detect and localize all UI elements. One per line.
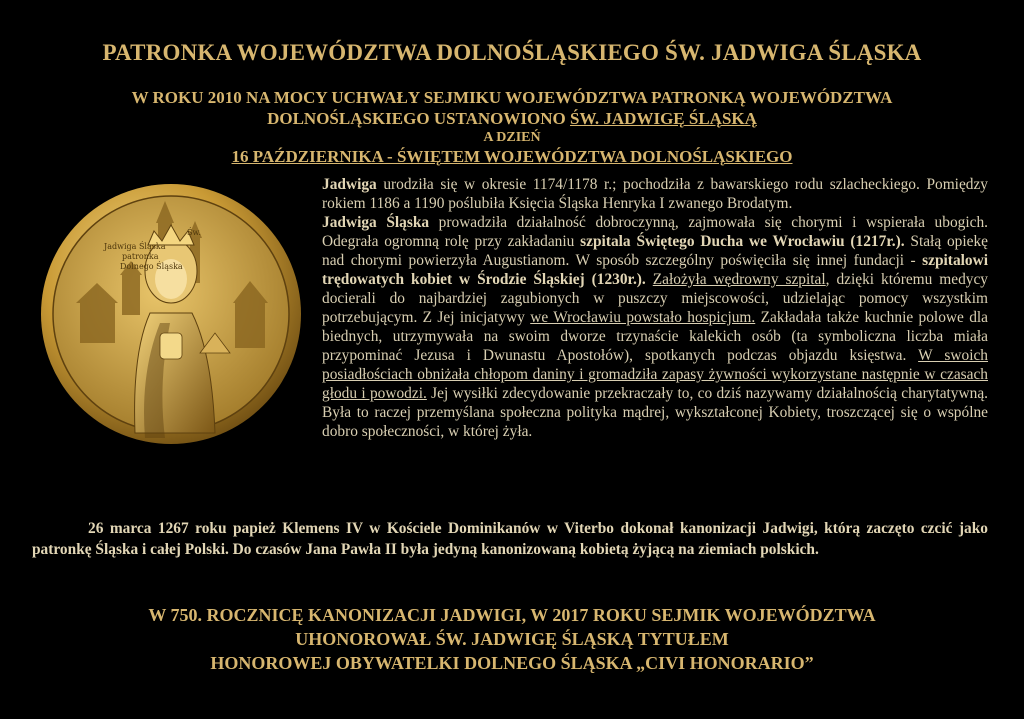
footer-line-3: HONOROWEJ OBYWATELKI DOLNEGO ŚLĄSKA „CIVI HONORARIO”: [210, 653, 814, 673]
footer-block: [0, 603, 1024, 675]
name-jadwiga: Jadwiga: [322, 176, 377, 193]
page-title: PATRONKA WOJEWÓDZTWA DOLNOŚLĄSKIEGO ŚW. JADWIGA ŚLĄSKA: [102, 40, 922, 65]
hospital-holy-spirit: szpitala Świętego Ducha we Wrocławiu (1217r.).: [580, 233, 905, 250]
intro-saint-name: ŚW. JADWIGĘ ŚLĄSKĄ: [570, 109, 757, 128]
svg-text:Jadwiga Śląska: Jadwiga Śląska: [104, 242, 166, 251]
food-reserves-underline: W swoich posiadłościach obniżała chłopom daniny i gromadziła zapasy żywności wykorzystane następnie w czasach głodu i powodzi.: [322, 347, 988, 402]
svg-text:Dolnego Śląska: Dolnego Śląska: [120, 262, 183, 271]
p2-text-6: Jej wysiłki zdecydowanie przekraczały to, co dziś nazywamy działalnością charytatywną. Była to raczej przemyślana społeczna polityka mądrej, wykształconej Kobiety, troszczącej się o wspólne dobro społeczności, w której żyła.: [322, 385, 988, 440]
biography-text: [32, 175, 988, 451]
mobile-hospital-underline: Założyła wędrowny szpital: [652, 271, 826, 288]
p2-space: [646, 271, 653, 288]
hospice-underline: we Wrocławiu powstało hospicjum.: [530, 309, 756, 326]
p2-text-5: Zakładała także kuchnie polowe dla biednych, utrzymywała na swoim dworze trzynaście kalekich osób (ta symboliczna liczba miała przypominać Jezusa i Dwunastu Apostołów), spotkanych podczas objazdu księstwa.: [322, 309, 989, 364]
intro-line-3: A DZIEŃ: [483, 130, 541, 145]
medal-spacer: [32, 175, 322, 451]
footer-line-1: W 750. ROCZNICĘ KANONIZACJI JADWIGI, W 2017 ROKU SEJMIK WOJEWÓDZTWA: [148, 605, 876, 625]
name-jadwiga-slaska: Jadwiga Śląska: [322, 214, 430, 231]
intro-line-2: [0, 108, 1024, 129]
footer-line-2: UHONOROWAŁ ŚW. JADWIGĘ ŚLĄSKĄ TYTUŁEM: [295, 629, 729, 649]
intro-line-1: W ROKU 2010 NA MOCY UCHWAŁY SEJMIKU WOJEWÓDZTWA PATRONKĄ WOJEWÓDZTWA: [131, 88, 893, 107]
p2-text-1: prowadziła działalność dobroczynną, zajmowała się chorymi i wspierała ubogich. Odegrała ogromną rolę przy zakładaniu: [322, 214, 988, 250]
svg-text:patronka: patronka: [122, 252, 159, 261]
intro-block: [0, 87, 1024, 167]
leper-hospital: szpitalowi trędowatych kobiet w Środzie Śląskiej (1230r.).: [322, 252, 988, 288]
intro-line-4: 16 PAŹDZIERNIKA - ŚWIĘTEM WOJEWÓDZTWA DOLNOŚLĄSKIEGO: [231, 147, 793, 166]
p2-text-2: Stałą opiekę nad chorymi powierzyła Augustianom. W sposób szczególny poświęciła się innej fundacji -: [322, 233, 989, 269]
p1-text: urodziła się w okresie 1174/1178 r.; pochodziła z bawarskiego rodu szlacheckiego. Pomiędzy rokiem 1186 a 1190 poślubiła Księcia Śląska Henryka I zwanego Brodatym.: [322, 176, 988, 212]
svg-text:Św.: Św.: [187, 228, 201, 237]
canonization-paragraph: 26 marca 1267 roku papież Klemens IV w Kościele Dominikanów w Viterbo dokonał kanonizacji Jadwigi, którą zaczęto czcić jako patronkę Śląska i całej Polski. Do czasów Jana Pawła II była jedyną kanonizowaną kobietą żyjącą na ziemiach polskich.: [32, 520, 988, 558]
intro-line-2-text: DOLNOŚLĄSKIEGO USTANOWIONO: [267, 109, 570, 128]
p2-text-4: , dzięki któremu medycy docierali do najbardziej zagubionych w puszczy miejscowości, udzielając pomocy wszystkim potrzebującym. Z Jej inicjatywy: [322, 271, 988, 326]
